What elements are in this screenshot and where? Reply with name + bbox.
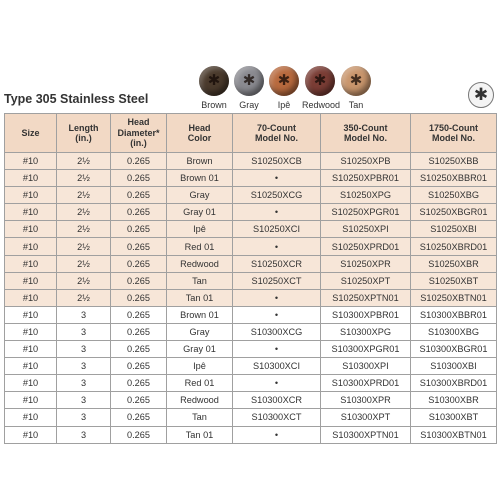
swatch-label: Ipê	[277, 100, 291, 110]
cell-1750-count: S10250XBTN01	[411, 289, 497, 306]
cell-350-count: S10300XPG	[321, 323, 411, 340]
cell-length: 3	[57, 323, 111, 340]
cell-70-count: •	[233, 170, 321, 187]
cell-head-color: Redwood	[167, 392, 233, 409]
cell-head-diameter: 0.265	[111, 392, 167, 409]
cell-350-count: S10250XPRD01	[321, 238, 411, 255]
swatch-gray	[231, 64, 267, 110]
cell-head-diameter: 0.265	[111, 341, 167, 358]
table-row	[5, 289, 497, 306]
torx-screw-head-ipe-icon: ✱	[269, 66, 299, 96]
table-row	[5, 358, 497, 375]
cell-head-diameter: 0.265	[111, 375, 167, 392]
cell-length: 2½	[57, 204, 111, 221]
cell-length: 2½	[57, 187, 111, 204]
cell-size: #10	[5, 426, 57, 443]
cell-70-count: S10250XCT	[233, 272, 321, 289]
cell-head-diameter: 0.265	[111, 238, 167, 255]
torx-screw-head-tan-icon: ✱	[341, 66, 371, 96]
cell-350-count: S10250XPB	[321, 153, 411, 170]
cell-head-diameter: 0.265	[111, 204, 167, 221]
cell-350-count: S10300XPTN01	[321, 426, 411, 443]
cell-70-count: S10250XCB	[233, 153, 321, 170]
table-row	[5, 170, 497, 187]
table-row	[5, 409, 497, 426]
cell-head-diameter: 0.265	[111, 255, 167, 272]
cell-length: 2½	[57, 170, 111, 187]
cell-70-count: S10300XCI	[233, 358, 321, 375]
cell-350-count: S10300XPT	[321, 409, 411, 426]
cell-350-count: S10250XPTN01	[321, 289, 411, 306]
header-70-count: 70-Count Model No.	[233, 114, 321, 153]
cell-head-color: Tan	[167, 409, 233, 426]
header-head-diameter: Head Diameter* (in.)	[111, 114, 167, 153]
cell-350-count: S10250XPT	[321, 272, 411, 289]
cell-length: 3	[57, 426, 111, 443]
cell-head-diameter: 0.265	[111, 221, 167, 238]
cell-size: #10	[5, 272, 57, 289]
cell-length: 3	[57, 306, 111, 323]
cell-350-count: S10250XPR	[321, 255, 411, 272]
cell-70-count: S10300XCG	[233, 323, 321, 340]
cell-size: #10	[5, 323, 57, 340]
cell-head-color: Tan 01	[167, 426, 233, 443]
head-color-swatches	[196, 64, 372, 114]
cell-350-count: S10300XPR	[321, 392, 411, 409]
cell-head-diameter: 0.265	[111, 289, 167, 306]
cell-size: #10	[5, 238, 57, 255]
cell-head-color: Brown 01	[167, 306, 233, 323]
page-title: Type 305 Stainless Steel	[4, 92, 149, 106]
cell-1750-count: S10300XBTN01	[411, 426, 497, 443]
cell-size: #10	[5, 375, 57, 392]
cell-head-color: Brown	[167, 153, 233, 170]
cell-head-color: Brown 01	[167, 170, 233, 187]
cell-1750-count: S10250XBT	[411, 272, 497, 289]
cell-length: 2½	[57, 289, 111, 306]
cell-70-count: •	[233, 238, 321, 255]
table-row	[5, 153, 497, 170]
cell-70-count: •	[233, 375, 321, 392]
cell-1750-count: S10250XBR	[411, 255, 497, 272]
cell-70-count: S10300XCR	[233, 392, 321, 409]
swatch-label: Brown	[201, 100, 227, 110]
cell-70-count: •	[233, 306, 321, 323]
cell-head-diameter: 0.265	[111, 426, 167, 443]
cell-size: #10	[5, 392, 57, 409]
cell-1750-count: S10300XBGR01	[411, 341, 497, 358]
spec-table	[4, 113, 497, 444]
cell-size: #10	[5, 306, 57, 323]
cell-head-color: Gray 01	[167, 204, 233, 221]
cell-length: 2½	[57, 221, 111, 238]
cell-1750-count: S10250XBRD01	[411, 238, 497, 255]
table-row	[5, 392, 497, 409]
swatch-ipe	[266, 64, 302, 110]
torx-screw-head-redwood-icon: ✱	[305, 66, 335, 96]
cell-length: 3	[57, 358, 111, 375]
cell-350-count: S10300XPI	[321, 358, 411, 375]
cell-head-color: Ipê	[167, 358, 233, 375]
cell-70-count: •	[233, 426, 321, 443]
cell-1750-count: S10300XBRD01	[411, 375, 497, 392]
cell-head-diameter: 0.265	[111, 187, 167, 204]
cell-head-diameter: 0.265	[111, 409, 167, 426]
cell-head-diameter: 0.265	[111, 358, 167, 375]
cell-70-count: S10250XCI	[233, 221, 321, 238]
cell-size: #10	[5, 170, 57, 187]
cell-1750-count: S10300XBG	[411, 323, 497, 340]
table-row	[5, 341, 497, 358]
cell-70-count: S10300XCT	[233, 409, 321, 426]
cell-length: 2½	[57, 153, 111, 170]
table-header-row	[5, 114, 497, 153]
table-row	[5, 204, 497, 221]
cell-70-count: •	[233, 341, 321, 358]
cell-head-color: Ipê	[167, 221, 233, 238]
table-row	[5, 187, 497, 204]
cell-head-color: Redwood	[167, 255, 233, 272]
cell-head-color: Red 01	[167, 238, 233, 255]
cell-head-diameter: 0.265	[111, 306, 167, 323]
cell-size: #10	[5, 409, 57, 426]
cell-length: 3	[57, 341, 111, 358]
cell-70-count: •	[233, 289, 321, 306]
cell-size: #10	[5, 341, 57, 358]
swatch-label: Gray	[239, 100, 259, 110]
swatch-label: Tan	[348, 100, 364, 110]
table-row	[5, 323, 497, 340]
cell-350-count: S10250XPI	[321, 221, 411, 238]
cell-length: 2½	[57, 238, 111, 255]
cell-1750-count: S10250XBG	[411, 187, 497, 204]
table-body	[5, 153, 497, 444]
torx-drive-icon: ✱	[468, 82, 494, 108]
cell-350-count: S10300XPRD01	[321, 375, 411, 392]
cell-1750-count: S10250XBB	[411, 153, 497, 170]
cell-size: #10	[5, 255, 57, 272]
table-row	[5, 238, 497, 255]
cell-size: #10	[5, 358, 57, 375]
cell-1750-count: S10250XBGR01	[411, 204, 497, 221]
cell-70-count: S10250XCG	[233, 187, 321, 204]
cell-length: 2½	[57, 255, 111, 272]
cell-head-color: Tan 01	[167, 289, 233, 306]
table-row	[5, 255, 497, 272]
header-350-count: 350-Count Model No.	[321, 114, 411, 153]
cell-1750-count: S10250XBBR01	[411, 170, 497, 187]
cell-1750-count: S10300XBI	[411, 358, 497, 375]
cell-head-color: Tan	[167, 272, 233, 289]
table-row	[5, 375, 497, 392]
table-row	[5, 221, 497, 238]
torx-screw-head-brown-icon: ✱	[199, 66, 229, 96]
cell-head-diameter: 0.265	[111, 272, 167, 289]
cell-head-color: Red 01	[167, 375, 233, 392]
cell-350-count: S10250XPG	[321, 187, 411, 204]
cell-1750-count: S10250XBI	[411, 221, 497, 238]
torx-screw-head-gray-icon: ✱	[234, 66, 264, 96]
cell-head-color: Gray 01	[167, 341, 233, 358]
cell-size: #10	[5, 204, 57, 221]
cell-length: 3	[57, 375, 111, 392]
cell-1750-count: S10300XBBR01	[411, 306, 497, 323]
table-row	[5, 426, 497, 443]
cell-head-color: Gray	[167, 323, 233, 340]
cell-350-count: S10250XPBR01	[321, 170, 411, 187]
cell-size: #10	[5, 289, 57, 306]
cell-70-count: S10250XCR	[233, 255, 321, 272]
cell-head-diameter: 0.265	[111, 170, 167, 187]
cell-size: #10	[5, 221, 57, 238]
cell-length: 3	[57, 392, 111, 409]
cell-head-color: Gray	[167, 187, 233, 204]
cell-350-count: S10300XPBR01	[321, 306, 411, 323]
header-head-color: Head Color	[167, 114, 233, 153]
table-row	[5, 272, 497, 289]
header-1750-count: 1750-Count Model No.	[411, 114, 497, 153]
cell-head-diameter: 0.265	[111, 323, 167, 340]
cell-length: 3	[57, 409, 111, 426]
cell-1750-count: S10300XBR	[411, 392, 497, 409]
swatch-label: Redwood	[302, 100, 341, 110]
table-row	[5, 306, 497, 323]
cell-1750-count: S10300XBT	[411, 409, 497, 426]
cell-350-count: S10250XPGR01	[321, 204, 411, 221]
header-length: Length (in.)	[57, 114, 111, 153]
cell-length: 2½	[57, 272, 111, 289]
cell-head-diameter: 0.265	[111, 153, 167, 170]
swatch-redwood	[302, 64, 341, 110]
cell-size: #10	[5, 187, 57, 204]
header-size: Size	[5, 114, 57, 153]
cell-size: #10	[5, 153, 57, 170]
swatch-tan	[338, 64, 374, 110]
cell-70-count: •	[233, 204, 321, 221]
cell-350-count: S10300XPGR01	[321, 341, 411, 358]
swatch-brown	[196, 64, 232, 110]
